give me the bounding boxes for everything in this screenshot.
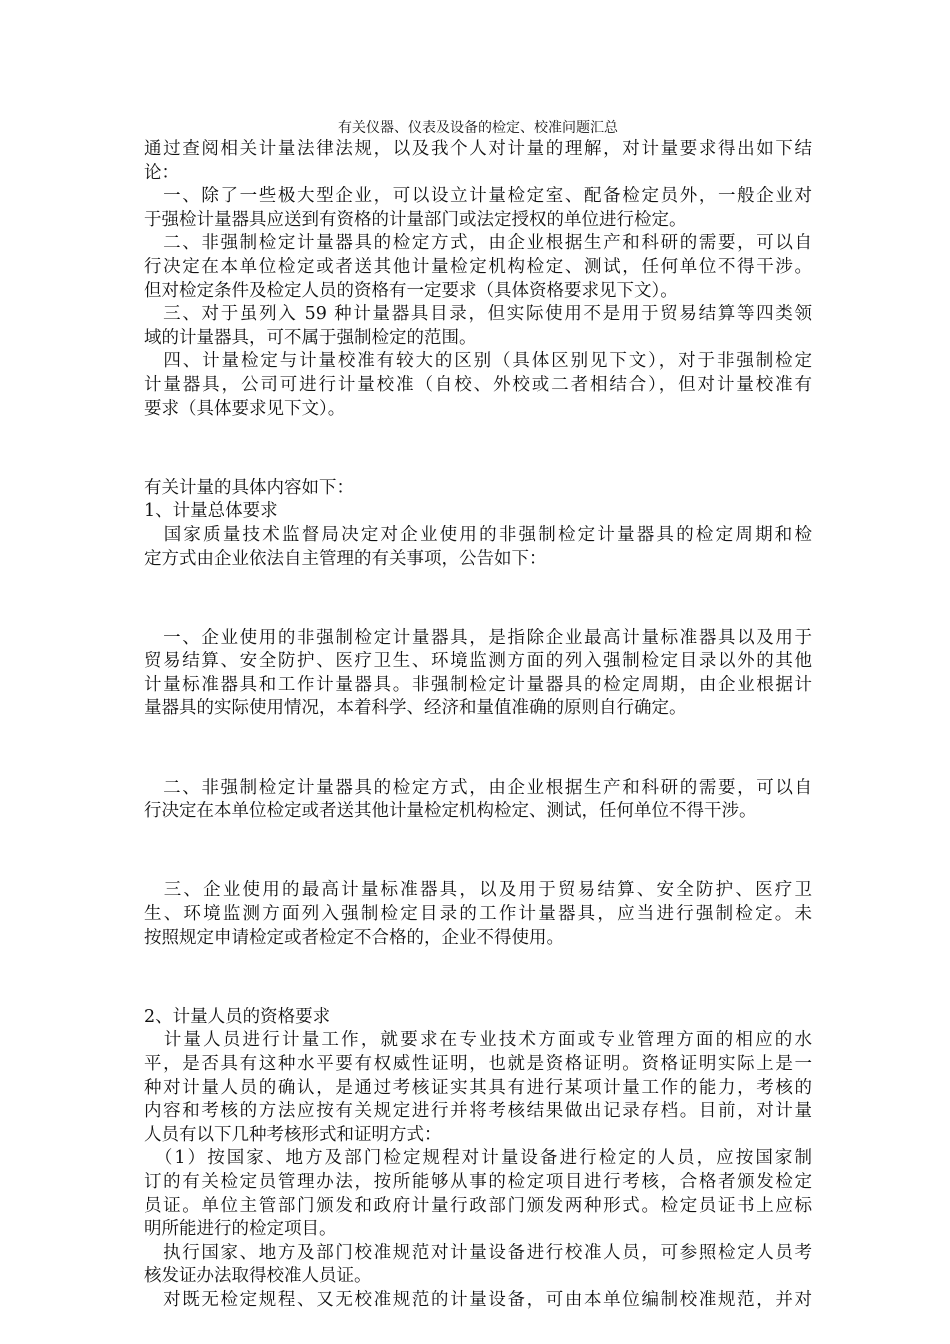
text-line: 要求（具体要求见下文）。 — [144, 398, 346, 419]
text-line: 人员有以下几种考核形式和证明方式： — [144, 1124, 442, 1145]
text-line: 计量人员进行计量工作，就要求在专业技术方面或专业管理方面的相应的水 — [144, 1030, 812, 1051]
blank-line — [144, 737, 812, 761]
text-line: 有关计量的具体内容如下： — [144, 477, 354, 498]
text-line: 2、计量人员的资格要求 — [144, 1006, 331, 1027]
document-body — [144, 138, 812, 1313]
text-line: 生、环境监测方面列入强制检定目录的工作计量器具，应当进行强制检定。未 — [144, 904, 812, 925]
text-line: 内容和考核的方法应按有关规定进行并将考核结果做出记录存档。目前，对计量 — [144, 1101, 812, 1122]
text-line: 执行国家、地方及部门校准规范对计量设备进行校准人员，可参照检定人员考 — [144, 1242, 812, 1263]
text-line: 按照规定申请检定或者检定不合格的，企业不得使用。 — [144, 927, 564, 948]
text-line: （1）按国家、地方及部门检定规程对计量设备进行检定的人员，应按国家制 — [144, 1148, 812, 1169]
text-line: 通过查阅相关计量法律法规，以及我个人对计量的理解，对计量要求得出如下结 — [144, 139, 812, 159]
text-line: 平，是否具有这种水平要有权威性证明，也就是资格证明。资格证明实际上是一 — [144, 1054, 812, 1074]
text-line: 员证。单位主管部门颁发和政府计量行政部门颁发两种形式。检定员证书上应标 — [144, 1195, 812, 1216]
blank-line — [144, 587, 812, 611]
text-line: 国家质量技术监督局决定对企业使用的非强制检定计量器具的检定周期和检 — [144, 524, 812, 545]
text-line: 量器具的实际使用情况，本着科学、经济和量值准确的原则自行确定。 — [144, 698, 687, 719]
document-page — [144, 118, 812, 1313]
text-line: 四、计量检定与计量校准有较大的区别（具体区别见下文），对于非强制检定 — [144, 351, 812, 372]
text-line: 计量器具，公司可进行计量校准（自校、外校或二者相结合），但对计量校准有 — [144, 374, 812, 395]
blank-line — [144, 437, 812, 461]
text-line: 于强检计量器具应送到有资格的计量部门或法定授权的单位进行检定。 — [144, 209, 687, 230]
text-line: 行决定在本单位检定或者送其他计量检定机构检定、测试，任何单位不得干涉。 — [144, 256, 812, 277]
text-line: 核发证办法取得校准人员证。 — [144, 1266, 372, 1287]
text-line: 行决定在本单位检定或者送其他计量检定机构检定、测试，任何单位不得干涉。 — [144, 801, 757, 822]
text-line: 定方式由企业依法自主管理的有关事项，公告如下： — [144, 548, 547, 569]
text-line: 三、企业使用的最高计量标准器具，以及用于贸易结算、安全防护、医疗卫 — [144, 880, 812, 901]
text-line: 订的有关检定员管理办法，按所能够从事的检定项目进行考核，合格者颁发检定 — [144, 1171, 812, 1192]
text-line: 但对检定条件及检定人员的资格有一定要求（具体资格要求见下文）。 — [144, 280, 678, 301]
text-line: 计量标准器具和工作计量器具。非强制检定计量器具的检定周期，由企业根据计 — [144, 674, 812, 695]
text-line: 1、计量总体要求 — [144, 501, 278, 522]
blank-line — [144, 966, 812, 990]
text-line: 一、企业使用的非强制检定计量器具，是指除企业最高计量标准器具以及用于 — [144, 627, 812, 648]
text-line: 二、非强制检定计量器具的检定方式，由企业根据生产和科研的需要，可以自 — [144, 777, 812, 798]
text-line: 贸易结算、安全防护、医疗卫生、环境监测方面的列入强制检定目录以外的其他 — [144, 651, 812, 672]
text-line: 明所能进行的检定项目。 — [144, 1219, 337, 1240]
blank-line — [144, 840, 812, 864]
text-line: 对既无检定规程、又无校准规范的计量设备，可由本单位编制校准规范，并对 — [144, 1289, 812, 1310]
text-line: 论： — [144, 162, 179, 183]
text-line: 一、除了一些极大型企业，可以设立计量检定室、配备检定员外，一般企业对 — [144, 186, 812, 207]
text-line: 二、非强制检定计量器具的检定方式，由企业根据生产和科研的需要，可以自 — [144, 233, 812, 254]
document-title: 有关仪器、仪表及设备的检定、校准问题汇总 — [338, 120, 618, 136]
text-line: 种对计量人员的确认，是通过考核证实其具有进行某项计量工作的能力，考核的 — [144, 1077, 812, 1098]
text-line: 域的计量器具，可不属于强制检定的范围。 — [144, 327, 477, 348]
text-line: 三、对于虽列入 59 种计量器具目录，但实际使用不是用于贸易结算等四类领 — [144, 304, 812, 325]
